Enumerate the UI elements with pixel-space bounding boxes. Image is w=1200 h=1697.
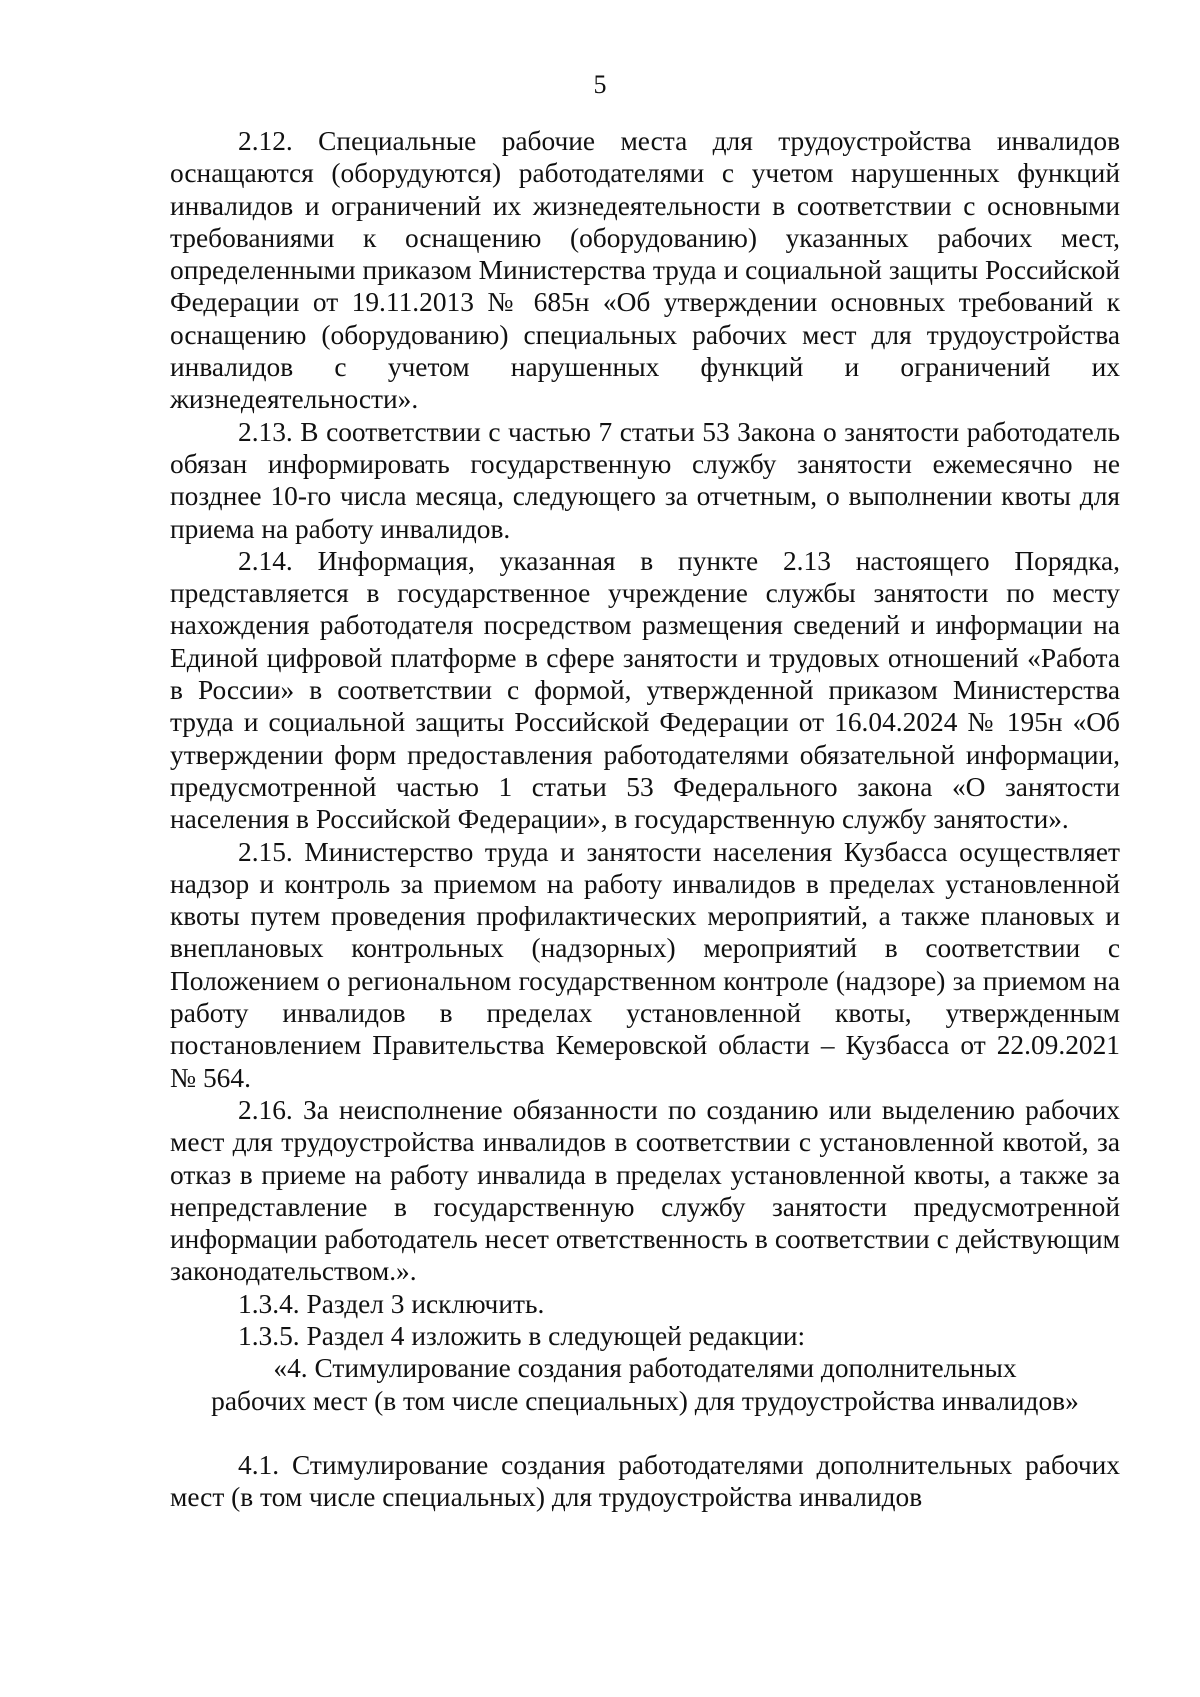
section-heading-line-2: рабочих мест (в том числе специальных) для трудоустройства инвалидов»: [211, 1385, 1079, 1416]
paragraph-2-13: 2.13. В соответствии с частью 7 статьи 53 Закона о занятости работодатель обязан информировать государственную службу занятости ежемесячно не позднее 10-го числа месяца, следующего за отчетным, о выполнении квоты для приема на работу инвалидов.: [170, 416, 1120, 544]
paragraph-2-14: 2.14. Информация, указанная в пункте 2.13 настоящего Порядка, представляется в государственное учреждение службы занятости по месту нахождения работодателя посредством размещения сведений и информации на Единой цифровой платформе в сфере занятости и трудовых отношений «Работа в России» в соответствии с формой, утвержденной приказом Министерства труда и социальной защиты Российской Федерации от 16.04.2024 № 195н «Об утверждении форм предоставления работодателями обязательной информации, предусмотренной частью 1 статьи 53 Федерального закона «О занятости населения в Российской Федерации», в государственную службу занятости».: [170, 545, 1120, 835]
paragraph-1-3-4: 1.3.4. Раздел 3 исключить.: [238, 1288, 545, 1319]
page-number: 5: [593, 70, 607, 99]
paragraph-2-12: 2.12. Специальные рабочие места для трудоустройства инвалидов оснащаются (оборудуются) работодателями с учетом нарушенных функций инвалидов и ограничений их жизнедеятельности в соответствии с основными требованиями к оснащению (оборудованию) указанных рабочих мест, определенными приказом Министерства труда и социальной защиты Российской Федерации от 19.11.2013 № 685н «Об утверждении основных требований к оснащению (оборудованию) специальных рабочих мест для трудоустройства инвалидов с учетом нарушенных функций и ограничений их жизнедеятельности».: [170, 126, 1120, 415]
paragraph-1-3-5: 1.3.5. Раздел 4 изложить в следующей редакции:: [238, 1320, 806, 1351]
section-heading-line-1: «4. Стимулирование создания работодателями дополнительных: [273, 1353, 1017, 1384]
paragraph-4-1: 4.1. Стимулирование создания работодателями дополнительных рабочих мест (в том числе специальных) для трудоустройства инвалидов: [170, 1449, 1120, 1513]
paragraph-2-16: 2.16. За неисполнение обязанности по созданию или выделению рабочих мест для трудоустройства инвалидов в соответствии с установленной квотой, за отказ в приеме на работу инвалида в пределах установленной квоты, а также за непредставление в государственную службу занятости предусмотренной информации работодатель несет ответственность в соответствии с действующим законодательством.».: [170, 1094, 1120, 1287]
paragraph-2-15: 2.15. Министерство труда и занятости населения Кузбасса осуществляет надзор и контроль за приемом на работу инвалидов в пределах установленной квоты путем проведения профилактических мероприятий, а также плановых и внеплановых контрольных (надзорных) мероприятий в соответствии с Положением о региональном государственном контроле (надзоре) за приемом на работу инвалидов в пределах установленной квоты, утвержденным постановлением Правительства Кемеровской области – Кузбасса от 22.09.2021 № 564.: [170, 836, 1120, 1093]
document-body: [170, 125, 1120, 1513]
spacer: [170, 1417, 1120, 1449]
